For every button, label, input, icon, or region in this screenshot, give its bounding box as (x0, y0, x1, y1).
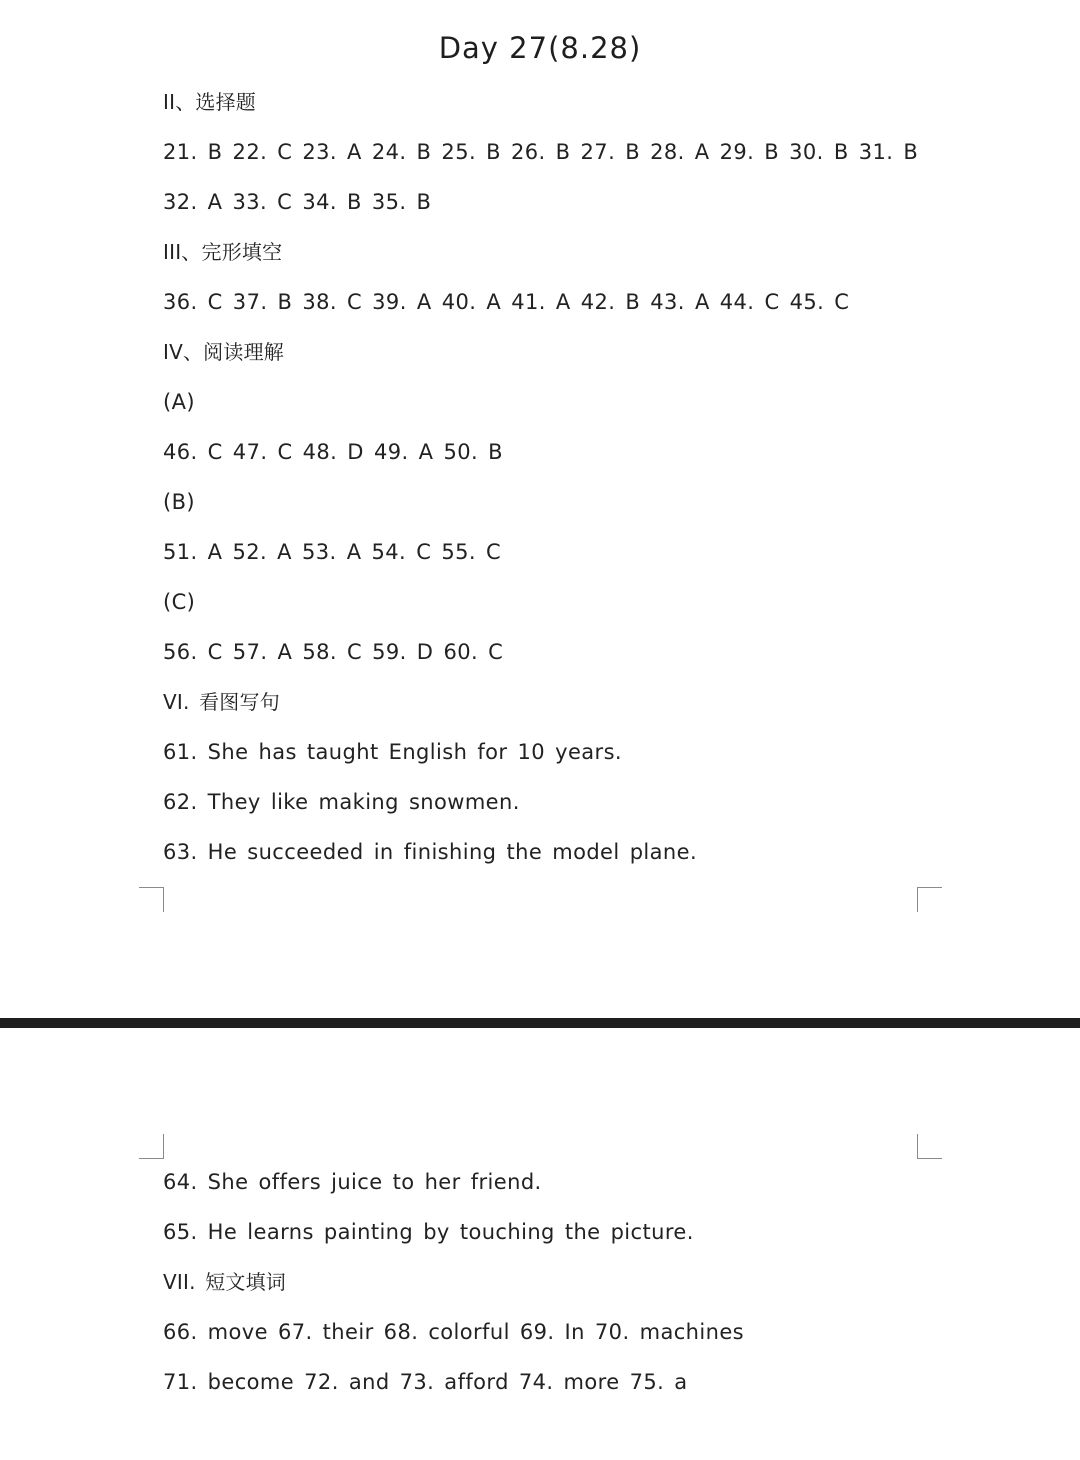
answer-line: 51. A 52. A 53. A 54. C 55. C (163, 540, 502, 564)
crop-mark-icon (917, 887, 942, 912)
passage-label-b: (B) (163, 490, 195, 514)
answer-sentence: 64. She offers juice to her friend. (163, 1170, 542, 1194)
answer-sentence: 63. He succeeded in finishing the model plane. (163, 840, 698, 864)
crop-mark-icon (917, 1134, 942, 1159)
section-heading-picture-sentences: VI. 看图写句 (163, 690, 280, 714)
answer-line: 46. C 47. C 48. D 49. A 50. B (163, 440, 503, 464)
passage-label-c: (C) (163, 590, 196, 614)
answer-line: 66. move 67. their 68. colorful 69. In 70. machines (163, 1320, 744, 1344)
crop-mark-icon (139, 1134, 164, 1159)
answer-line: 56. C 57. A 58. C 59. D 60. C (163, 640, 504, 664)
document-title: Day 27(8.28) (438, 31, 642, 65)
passage-label-a: (A) (163, 390, 195, 414)
section-heading-reading: IV、阅读理解 (163, 340, 284, 364)
section-heading-multiple-choice: II、选择题 (163, 90, 256, 114)
page-break-divider (0, 1018, 1080, 1028)
crop-mark-icon (139, 887, 164, 912)
answer-sentence: 61. She has taught English for 10 years. (163, 740, 622, 764)
answer-line: 36. C 37. B 38. C 39. A 40. A 41. A 42. B 43. A 44. C 45. C (163, 290, 850, 314)
answer-sentence: 62. They like making snowmen. (163, 790, 520, 814)
answer-line: 71. become 72. and 73. afford 74. more 75. a (163, 1370, 688, 1394)
section-heading-cloze: III、完形填空 (163, 240, 283, 264)
answer-line: 21. B 22. C 23. A 24. B 25. B 26. B 27. B 28. A 29. B 30. B 31. B (163, 140, 919, 164)
answer-line: 32. A 33. C 34. B 35. B (163, 190, 432, 214)
answer-sentence: 65. He learns painting by touching the picture. (163, 1220, 694, 1244)
section-heading-fill-in-words: VII. 短文填词 (163, 1270, 286, 1294)
